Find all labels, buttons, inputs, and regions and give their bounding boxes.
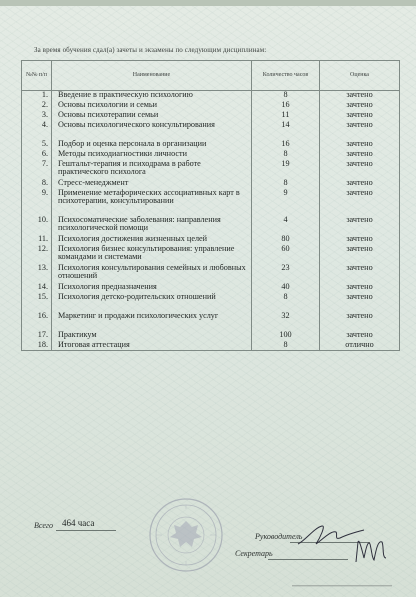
grade-value: зачтено xyxy=(320,111,400,121)
grade-value: зачтено xyxy=(320,121,400,140)
grade-value: зачтено xyxy=(320,160,400,179)
disciplines-heading: За время обучения сдал(а) зачеты и экзамены по следующим дисциплинам: xyxy=(34,46,267,54)
row-number: 16. xyxy=(22,312,52,331)
row-number: 8. xyxy=(22,179,52,189)
column-header-num: №№ п/п xyxy=(22,61,52,91)
grade-value: зачтено xyxy=(320,91,400,101)
secretary-signature-label: Секретарь xyxy=(235,549,273,558)
table-row xyxy=(22,140,400,150)
hours-value: 8 xyxy=(252,341,320,351)
discipline-name: Маркетинг и продажи психологических услуг xyxy=(52,312,252,331)
column-header-name: Наименование xyxy=(52,61,252,91)
discipline-name: Гештальт-терапия и психодрама в работе практического психолога xyxy=(52,160,252,179)
discipline-name: Психосоматические заболевания: направления психологической помощи xyxy=(52,216,252,235)
hours-value: 80 xyxy=(252,235,320,245)
grade-value: зачтено xyxy=(320,264,400,283)
row-number: 5. xyxy=(22,140,52,150)
grade-value: зачтено xyxy=(320,189,400,216)
grade-value: зачтено xyxy=(320,179,400,189)
discipline-name: Основы психологического консультирования xyxy=(52,121,252,140)
row-number: 1. xyxy=(22,91,52,101)
discipline-name: Основы психотерапии семьи xyxy=(52,111,252,121)
table-body xyxy=(22,91,400,351)
table-row xyxy=(22,101,400,111)
hours-value: 23 xyxy=(252,264,320,283)
disciplines-table xyxy=(21,60,400,351)
grade-value: зачтено xyxy=(320,235,400,245)
discipline-name: Применение метафорических ассоциативных карт в психотерапии, консультировании xyxy=(52,189,252,216)
discipline-name: Психология предназначения xyxy=(52,283,252,293)
discipline-name: Основы психологии и семьи xyxy=(52,101,252,111)
row-number: 11. xyxy=(22,235,52,245)
total-value: 464 часа xyxy=(62,518,95,528)
table-row xyxy=(22,283,400,293)
discipline-name: Психология бизнес консультирования: управление командами и системами xyxy=(52,245,252,264)
official-seal xyxy=(148,497,224,573)
row-number: 10. xyxy=(22,216,52,235)
row-number: 18. xyxy=(22,341,52,351)
printer-footnote xyxy=(292,583,392,589)
hours-value: 8 xyxy=(252,91,320,101)
hours-value: 19 xyxy=(252,160,320,179)
row-number: 4. xyxy=(22,121,52,140)
table-row xyxy=(22,111,400,121)
discipline-name: Введение в практическую психологию xyxy=(52,91,252,101)
hours-value: 60 xyxy=(252,245,320,264)
table-row xyxy=(22,235,400,245)
secretary-signature-line xyxy=(268,559,348,560)
table-row xyxy=(22,264,400,283)
hours-value: 100 xyxy=(252,331,320,341)
hours-value: 8 xyxy=(252,293,320,312)
grade-value: зачтено xyxy=(320,101,400,111)
grade-value: зачтено xyxy=(320,293,400,312)
table-row xyxy=(22,179,400,189)
hours-value: 11 xyxy=(252,111,320,121)
table-row xyxy=(22,160,400,179)
hours-value: 8 xyxy=(252,179,320,189)
total-label: Всего xyxy=(34,521,54,530)
page-top-edge xyxy=(0,0,416,6)
hours-value: 40 xyxy=(252,283,320,293)
secretary-signature xyxy=(352,536,392,566)
table-row xyxy=(22,245,400,264)
table-row xyxy=(22,312,400,331)
discipline-name: Практикум xyxy=(52,331,252,341)
discipline-name: Психология консультирования семейных и любовных отношений xyxy=(52,264,252,283)
hours-value: 16 xyxy=(252,101,320,111)
table-row xyxy=(22,150,400,160)
hours-value: 9 xyxy=(252,189,320,216)
table-row xyxy=(22,189,400,216)
table-row xyxy=(22,341,400,351)
discipline-name: Психология достижения жизненных целей xyxy=(52,235,252,245)
row-number: 17. xyxy=(22,331,52,341)
grade-value: зачтено xyxy=(320,140,400,150)
table-row xyxy=(22,216,400,235)
discipline-name: Подбор и оценка персонала в организации xyxy=(52,140,252,150)
hours-value: 8 xyxy=(252,150,320,160)
grade-value: зачтено xyxy=(320,150,400,160)
discipline-name: Психология детско-родительских отношений xyxy=(52,293,252,312)
table-row xyxy=(22,91,400,101)
grade-value: зачтено xyxy=(320,245,400,264)
column-header-grade: Оценка xyxy=(320,61,400,91)
discipline-name: Итоговая аттестация xyxy=(52,341,252,351)
table-row xyxy=(22,331,400,341)
grade-value: зачтено xyxy=(320,312,400,331)
row-number: 12. xyxy=(22,245,52,264)
column-header-hours: Количество часов xyxy=(252,61,320,91)
table-header-row xyxy=(22,61,400,91)
row-number: 3. xyxy=(22,111,52,121)
row-number: 7. xyxy=(22,160,52,179)
hours-value: 32 xyxy=(252,312,320,331)
row-number: 6. xyxy=(22,150,52,160)
grade-value: зачтено xyxy=(320,283,400,293)
row-number: 9. xyxy=(22,189,52,216)
row-number: 14. xyxy=(22,283,52,293)
head-signature-label: Руководитель xyxy=(255,532,303,541)
discipline-name: Стресс-менеджмент xyxy=(52,179,252,189)
grade-value: зачтено xyxy=(320,216,400,235)
row-number: 2. xyxy=(22,101,52,111)
hours-value: 4 xyxy=(252,216,320,235)
row-number: 13. xyxy=(22,264,52,283)
discipline-name: Методы психодиагностики личности xyxy=(52,150,252,160)
table-row xyxy=(22,121,400,140)
grade-value: отлично xyxy=(320,341,400,351)
row-number: 15. xyxy=(22,293,52,312)
table-row xyxy=(22,293,400,312)
grade-value: зачтено xyxy=(320,331,400,341)
total-underline xyxy=(56,530,116,531)
hours-value: 14 xyxy=(252,121,320,140)
hours-value: 16 xyxy=(252,140,320,150)
